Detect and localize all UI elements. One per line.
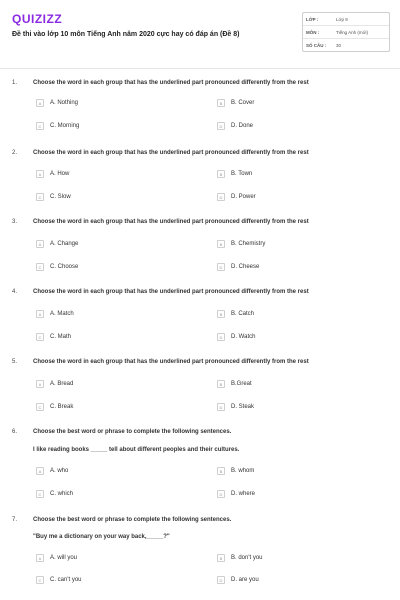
question-number: 7.: [12, 517, 18, 523]
option-a[interactable]: [36, 169, 69, 179]
option-letter-box: B: [217, 240, 225, 248]
option-text: A. Nothing: [50, 100, 79, 106]
option-b[interactable]: [217, 309, 254, 319]
option-a[interactable]: [36, 239, 78, 249]
option-letter-box: A: [36, 380, 44, 388]
question-number: 5.: [12, 359, 18, 365]
option-letter-box: B: [217, 170, 225, 178]
option-text: D. Cheese: [231, 264, 260, 270]
option-text: A. Bread: [50, 381, 74, 387]
question-number: 3.: [12, 219, 18, 225]
option-letter-box: D: [217, 263, 225, 271]
option-letter-box: C: [36, 193, 44, 201]
option-c[interactable]: [36, 262, 78, 272]
option-text: C. Choose: [50, 264, 79, 270]
option-b[interactable]: [217, 98, 254, 108]
option-text: B. don't you: [231, 555, 263, 561]
option-letter-box: B: [217, 380, 225, 388]
quizizz-logo: QUIZIZZ: [12, 12, 63, 26]
option-c[interactable]: [36, 575, 82, 585]
meta-label: SỐ CÂU :: [306, 42, 327, 48]
option-letter-box: D: [217, 333, 225, 341]
option-text: B. Cover: [231, 100, 255, 106]
question-prompt: Choose the best word or phrase to complete the following sentences.: [33, 429, 232, 435]
option-d[interactable]: [217, 489, 255, 499]
option-letter-box: A: [36, 170, 44, 178]
option-text: B. whom: [231, 468, 255, 474]
option-letter-box: C: [36, 576, 44, 584]
option-d[interactable]: [217, 192, 256, 202]
worksheet-header: [0, 0, 400, 62]
option-b[interactable]: [217, 466, 254, 476]
option-letter-box: C: [36, 122, 44, 130]
option-c[interactable]: [36, 121, 79, 131]
option-letter-box: A: [36, 240, 44, 248]
question-prompt: Choose the best word or phrase to complete the following sentences.: [33, 517, 232, 523]
meta-label: MÔN :: [306, 29, 320, 35]
option-text: B. Town: [231, 171, 253, 177]
option-c[interactable]: [36, 402, 73, 412]
option-text: B. Catch: [231, 311, 255, 317]
option-letter-box: A: [36, 554, 44, 562]
option-text: C. can't you: [50, 577, 82, 583]
option-b[interactable]: [217, 169, 252, 179]
option-letter-box: B: [217, 99, 225, 107]
option-c[interactable]: [36, 332, 71, 342]
option-c[interactable]: [36, 489, 73, 499]
option-letter-box: C: [36, 263, 44, 271]
option-a[interactable]: [36, 553, 77, 563]
option-a[interactable]: [36, 466, 68, 476]
question-prompt: Choose the word in each group that has the underlined part pronounced differently from the rest: [33, 359, 309, 365]
meta-row-class: [303, 13, 389, 26]
option-text: D. are you: [231, 577, 259, 583]
option-text: D. Done: [231, 123, 254, 129]
option-letter-box: B: [217, 554, 225, 562]
option-text: A. Match: [50, 311, 74, 317]
option-text: C. Math: [50, 334, 72, 340]
option-letter-box: D: [217, 403, 225, 411]
option-letter-box: D: [217, 122, 225, 130]
option-d[interactable]: [217, 121, 253, 131]
option-a[interactable]: [36, 98, 78, 108]
meta-row-subject: [303, 26, 389, 39]
option-a[interactable]: [36, 309, 74, 319]
option-text: A. How: [50, 171, 70, 177]
question-number: 6.: [12, 429, 18, 435]
header-divider: [0, 68, 400, 69]
option-text: D. where: [231, 491, 256, 497]
option-text: C. Break: [50, 404, 74, 410]
question-number: 2.: [12, 150, 18, 156]
option-text: C. Morning: [50, 123, 80, 129]
option-d[interactable]: [217, 575, 259, 585]
meta-row-count: [303, 39, 389, 51]
option-letter-box: A: [36, 310, 44, 318]
option-b[interactable]: [217, 239, 265, 249]
question-prompt: Choose the word in each group that has the underlined part pronounced differently from the rest: [33, 289, 309, 295]
option-text: D. Steak: [231, 404, 255, 410]
option-text: A. Change: [50, 241, 79, 247]
option-text: A. who: [50, 468, 69, 474]
meta-label: LỚP :: [306, 16, 319, 22]
option-c[interactable]: [36, 192, 71, 202]
option-letter-box: D: [217, 490, 225, 498]
question-number: 1.: [12, 80, 18, 86]
option-a[interactable]: [36, 379, 73, 389]
option-letter-box: D: [217, 576, 225, 584]
option-letter-box: C: [36, 333, 44, 341]
option-text: D. Power: [231, 194, 256, 200]
option-letter-box: C: [36, 490, 44, 498]
option-d[interactable]: [217, 332, 255, 342]
option-b[interactable]: [217, 379, 252, 389]
option-letter-box: D: [217, 193, 225, 201]
option-letter-box: B: [217, 467, 225, 475]
question-prompt: Choose the word in each group that has the underlined part pronounced differently from the rest: [33, 150, 309, 156]
question-sentence: I like reading books _____ tell about different peoples and their cultures.: [33, 447, 240, 453]
option-letter-box: A: [36, 99, 44, 107]
option-letter-box: A: [36, 467, 44, 475]
option-text: C. Slow: [50, 194, 71, 200]
option-letter-box: C: [36, 403, 44, 411]
option-b[interactable]: [217, 553, 263, 563]
question-sentence: "Buy me a dictionary on your way back,_____?": [33, 534, 170, 540]
option-text: A. will you: [50, 555, 78, 561]
option-text: B.Great: [231, 381, 252, 387]
option-text: D. Watch: [231, 334, 256, 340]
option-letter-box: B: [217, 310, 225, 318]
meta-value: Tiếng Anh (mới): [336, 29, 369, 35]
option-d[interactable]: [217, 262, 259, 272]
meta-table: [302, 12, 390, 52]
option-d[interactable]: [217, 402, 254, 412]
question-prompt: Choose the word in each group that has the underlined part pronounced differently from the rest: [33, 219, 309, 225]
question-prompt: Choose the word in each group that has the underlined part pronounced differently from the rest: [33, 80, 309, 86]
document-title: Đề thi vào lớp 10 môn Tiếng Anh năm 2020 cực hay có đáp án (Đề 8): [12, 31, 240, 38]
question-number: 4.: [12, 289, 18, 295]
meta-value: Lớp 9: [336, 16, 348, 22]
option-text: C. which: [50, 491, 74, 497]
option-text: B. Chemistry: [231, 241, 266, 247]
meta-value: 30: [336, 42, 342, 48]
